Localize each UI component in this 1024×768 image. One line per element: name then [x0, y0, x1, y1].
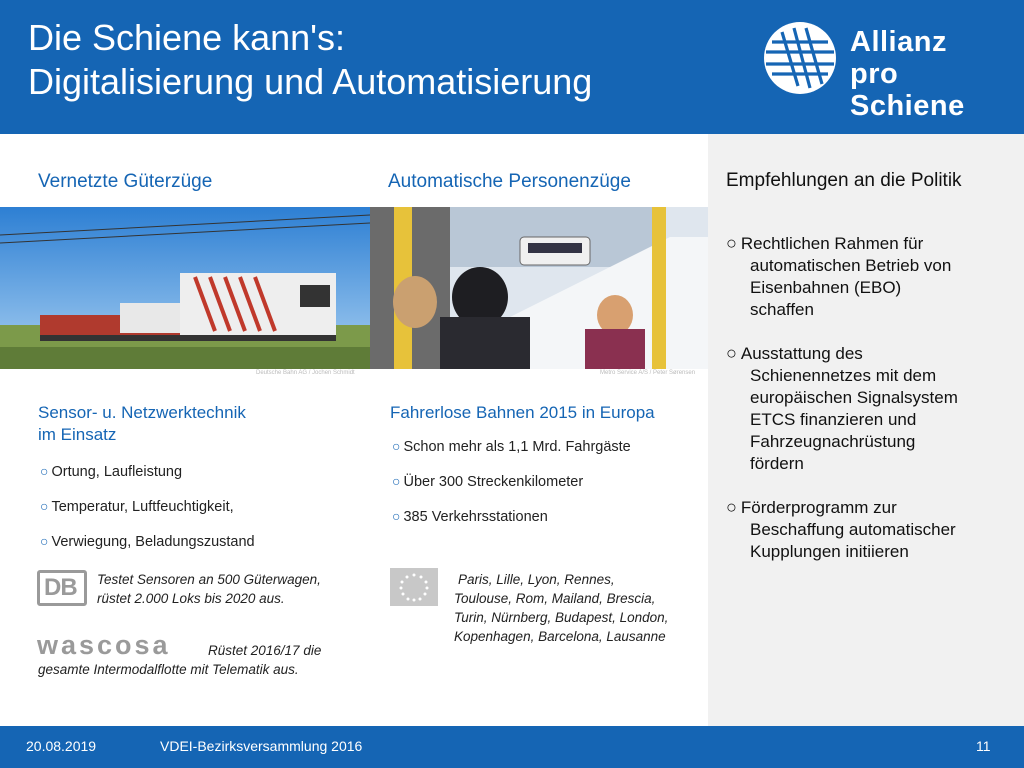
- page-number: 11: [976, 738, 991, 754]
- db-note: [97, 570, 321, 608]
- recommendation-line: Ausstattung des: [740, 344, 863, 363]
- allianz-pro-schiene-logo: [762, 20, 1012, 122]
- list-item: [392, 438, 631, 455]
- list-item: [392, 473, 583, 490]
- freight-photo-credit: Deutsche Bahn AG / Jochen Schmidt: [256, 370, 355, 376]
- recommendation-line: Kupplungen initiieren: [750, 542, 909, 561]
- list-item-text: Über 300 Streckenkilometer: [403, 474, 584, 490]
- cities-line-4: Kopenhagen, Barcelona, Lausanne: [454, 629, 666, 644]
- recommendation-line: Schienennetzes mit dem: [750, 366, 937, 385]
- cities-note: [454, 570, 668, 646]
- sensor-subheading-line-1: Sensor- u. Netzwerktechnik: [38, 403, 246, 422]
- db-note-line-1: Testet Sensoren an 500 Güterwagen,: [97, 572, 321, 587]
- footer-event: VDEI-Bezirksversammlung 2016: [160, 738, 363, 754]
- wascosa-logo: wascosa: [37, 630, 171, 660]
- metro-photo: [370, 207, 708, 369]
- circle-bullet-icon: ○: [392, 508, 401, 524]
- list-item: [40, 463, 182, 480]
- rail-emblem-icon: [762, 20, 838, 96]
- header-bar: [0, 0, 1024, 134]
- cities-line-2: Toulouse, Rom, Mailand, Brescia,: [454, 591, 656, 606]
- db-logo-text: DB: [44, 574, 77, 601]
- recommendation-line: Förderprogramm zur: [740, 498, 897, 517]
- sensor-subheading-line-2: im Einsatz: [38, 425, 117, 444]
- circle-bullet-icon: ○: [726, 233, 737, 253]
- circle-bullet-icon: ○: [40, 498, 49, 514]
- recommendation-line: schaffen: [750, 300, 814, 319]
- circle-bullet-icon: ○: [726, 343, 737, 363]
- list-item-text: Ortung, Laufleistung: [51, 464, 183, 480]
- circle-bullet-icon: ○: [392, 473, 401, 489]
- cities-line-3: Turin, Nürnberg, Budapest, London,: [454, 610, 669, 625]
- recommendation-line: europäischen Signalsystem: [750, 388, 958, 407]
- recommendation-item: [726, 496, 1016, 563]
- db-note-line-2: rüstet 2.000 Loks bis 2020 aus.: [97, 591, 285, 606]
- passenger-heading: Automatische Personenzüge: [388, 171, 631, 192]
- recommendations-heading: Empfehlungen an die Politik: [726, 170, 962, 191]
- recommendation-line: Eisenbahnen (EBO): [750, 278, 902, 297]
- recommendation-line: fördern: [750, 454, 804, 473]
- driverless-subheading: Fahrerlose Bahnen 2015 in Europa: [390, 403, 655, 422]
- db-logo: [37, 570, 87, 606]
- title-line-1: Die Schiene kann's:: [28, 17, 346, 58]
- recommendation-line: Rechtlichen Rahmen für: [740, 234, 924, 253]
- metro-photo-credit: Metro Service A/S / Peter Sørensen: [600, 370, 696, 376]
- recommendation-line: Fahrzeugnachrüstung: [750, 432, 916, 451]
- recommendation-item: [726, 342, 1016, 475]
- list-item: [392, 508, 548, 525]
- sensor-subheading: [38, 402, 246, 446]
- logo-line-1: Allianz: [850, 26, 947, 58]
- wascosa-note-line-1: Rüstet 2016/17 die: [208, 643, 322, 658]
- eu-flag-icon: [390, 568, 438, 606]
- recommendation-item: [726, 232, 1016, 321]
- wascosa-note-line-2: gesamte Intermodalflotte mit Telematik aus.: [38, 662, 299, 677]
- list-item: [40, 498, 234, 515]
- list-item-text: 385 Verkehrsstationen: [403, 509, 548, 525]
- list-item-text: Verwiegung, Beladungszustand: [51, 534, 255, 550]
- circle-bullet-icon: ○: [726, 497, 737, 517]
- circle-bullet-icon: ○: [392, 438, 401, 454]
- recommendation-line: automatischen Betrieb von: [750, 256, 952, 275]
- list-item: [40, 533, 255, 550]
- logo-wordmark: [850, 26, 1012, 122]
- footer-bar: [0, 726, 1024, 768]
- recommendation-line: Beschaffung automatischer: [750, 520, 956, 539]
- footer-date: 20.08.2019: [26, 738, 97, 754]
- logo-line-2: pro Schiene: [850, 58, 965, 122]
- freight-heading: Vernetzte Güterzüge: [38, 171, 213, 192]
- circle-bullet-icon: ○: [40, 463, 49, 479]
- slide-title: [28, 16, 592, 104]
- list-item-text: Temperatur, Luftfeuchtigkeit,: [51, 499, 234, 515]
- freight-train-photo: [0, 207, 370, 369]
- circle-bullet-icon: ○: [40, 533, 49, 549]
- list-item-text: Schon mehr als 1,1 Mrd. Fahrgäste: [403, 439, 631, 455]
- recommendation-line: ETCS finanzieren und: [750, 410, 917, 429]
- title-line-2: Digitalisierung und Automatisierung: [28, 61, 593, 102]
- cities-line-1: Paris, Lille, Lyon, Rennes,: [458, 572, 615, 587]
